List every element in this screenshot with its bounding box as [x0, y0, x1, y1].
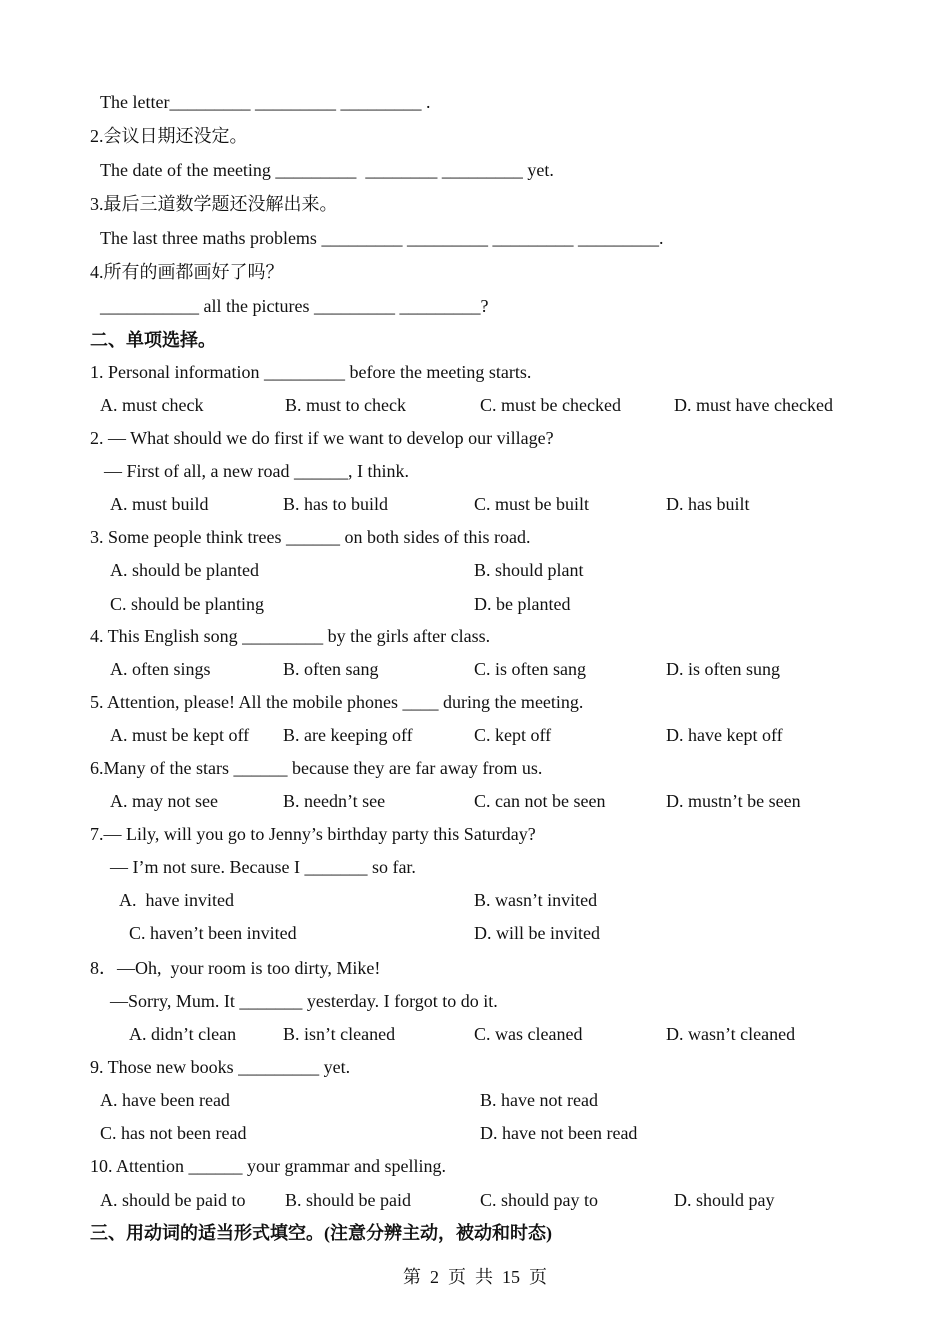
option-d: D. must have checked	[674, 395, 833, 415]
option-a: A. have been read	[100, 1090, 230, 1110]
section3-heading: 三、用动词的适当形式填空。(注意分辨主动，被动和时态)	[90, 1223, 552, 1243]
option-b: B. has to build	[283, 494, 389, 514]
option-d: D. will be invited	[474, 923, 600, 943]
option-b: B. must to check	[285, 395, 406, 415]
option-d: D. have kept off	[666, 725, 783, 745]
option-c: C. is often sang	[474, 659, 586, 679]
option-c: C. haven’t been invited	[129, 923, 297, 943]
section2-heading: 二、单项选择。	[90, 330, 216, 350]
option-d: D. have not been read	[480, 1123, 638, 1143]
question-reply: — I’m not sure. Because I _______ so far.	[110, 857, 416, 877]
option-a: A. must check	[100, 395, 204, 415]
page-number-footer: 第 2 页 共 15 页	[403, 1267, 547, 1287]
option-b: B. should plant	[474, 560, 584, 580]
option-c: C. must be built	[474, 494, 590, 514]
option-d: D. is often sung	[666, 659, 780, 679]
option-d: D. wasn’t cleaned	[666, 1024, 796, 1044]
question-stem: 3. Some people think trees ______ on both sides of this road.	[90, 527, 531, 547]
question-stem: 6.Many of the stars ______ because they are far away from us.	[90, 758, 543, 778]
option-c: C. should pay to	[480, 1190, 599, 1210]
option-b: B. often sang	[283, 659, 379, 679]
option-c: C. kept off	[474, 725, 552, 745]
question-stem: 2. — What should we do first if we want to develop our village?	[90, 428, 554, 448]
q4-chinese: 4.所有的画都画好了吗？	[90, 262, 284, 282]
option-a: A. must be kept off	[110, 725, 250, 745]
q1-answer-line: The letter_________ _________ _________ .	[100, 92, 431, 112]
option-d: D. mustn’t be seen	[666, 791, 801, 811]
question-stem: 8．—Oh, your room is too dirty, Mike!	[90, 958, 381, 978]
question-stem: 10. Attention ______ your grammar and spelling.	[90, 1156, 446, 1176]
question-stem: 1. Personal information _________ before the meeting starts.	[90, 362, 532, 382]
option-b: B. needn’t see	[283, 791, 386, 811]
question-stem: 9. Those new books _________ yet.	[90, 1057, 351, 1077]
option-d: D. has built	[666, 494, 750, 514]
option-c: C. can not be seen	[474, 791, 606, 811]
question-stem: 5. Attention, please! All the mobile phones ____ during the meeting.	[90, 692, 584, 712]
question-stem: 4. This English song _________ by the girls after class.	[90, 626, 491, 646]
option-a: A. have invited	[119, 890, 234, 910]
option-c: C. must be checked	[480, 395, 621, 415]
option-d: D. should pay	[674, 1190, 775, 1210]
option-a: A. often sings	[110, 659, 211, 679]
option-a: A. didn’t clean	[129, 1024, 237, 1044]
option-c: C. should be planting	[110, 594, 264, 614]
option-b: B. isn’t cleaned	[283, 1024, 396, 1044]
question-stem: 7.— Lily, will you go to Jenny’s birthday party this Saturday?	[90, 824, 536, 844]
option-a: A. must build	[110, 494, 209, 514]
option-a: A. may not see	[110, 791, 218, 811]
option-b: B. should be paid	[285, 1190, 411, 1210]
q3-answer-line: The last three maths problems _________ _________ _________ _________.	[100, 228, 664, 248]
option-d: D. be planted	[474, 594, 571, 614]
option-c: C. has not been read	[100, 1123, 247, 1143]
option-b: B. are keeping off	[283, 725, 413, 745]
option-b: B. wasn’t invited	[474, 890, 598, 910]
option-c: C. was cleaned	[474, 1024, 583, 1044]
question-reply: —Sorry, Mum. It _______ yesterday. I forgot to do it.	[110, 991, 498, 1011]
q2-chinese: 2.会议日期还没定。	[90, 126, 248, 146]
q3-chinese: 3.最后三道数学题还没解出来。	[90, 194, 338, 214]
option-a: A. should be paid to	[100, 1190, 246, 1210]
question-reply: — First of all, a new road ______, I think.	[104, 461, 409, 481]
q4-answer-line: ___________ all the pictures _________ _________?	[100, 296, 489, 316]
option-b: B. have not read	[480, 1090, 598, 1110]
option-a: A. should be planted	[110, 560, 259, 580]
q2-answer-line: The date of the meeting _________ ________ _________ yet.	[100, 160, 554, 180]
